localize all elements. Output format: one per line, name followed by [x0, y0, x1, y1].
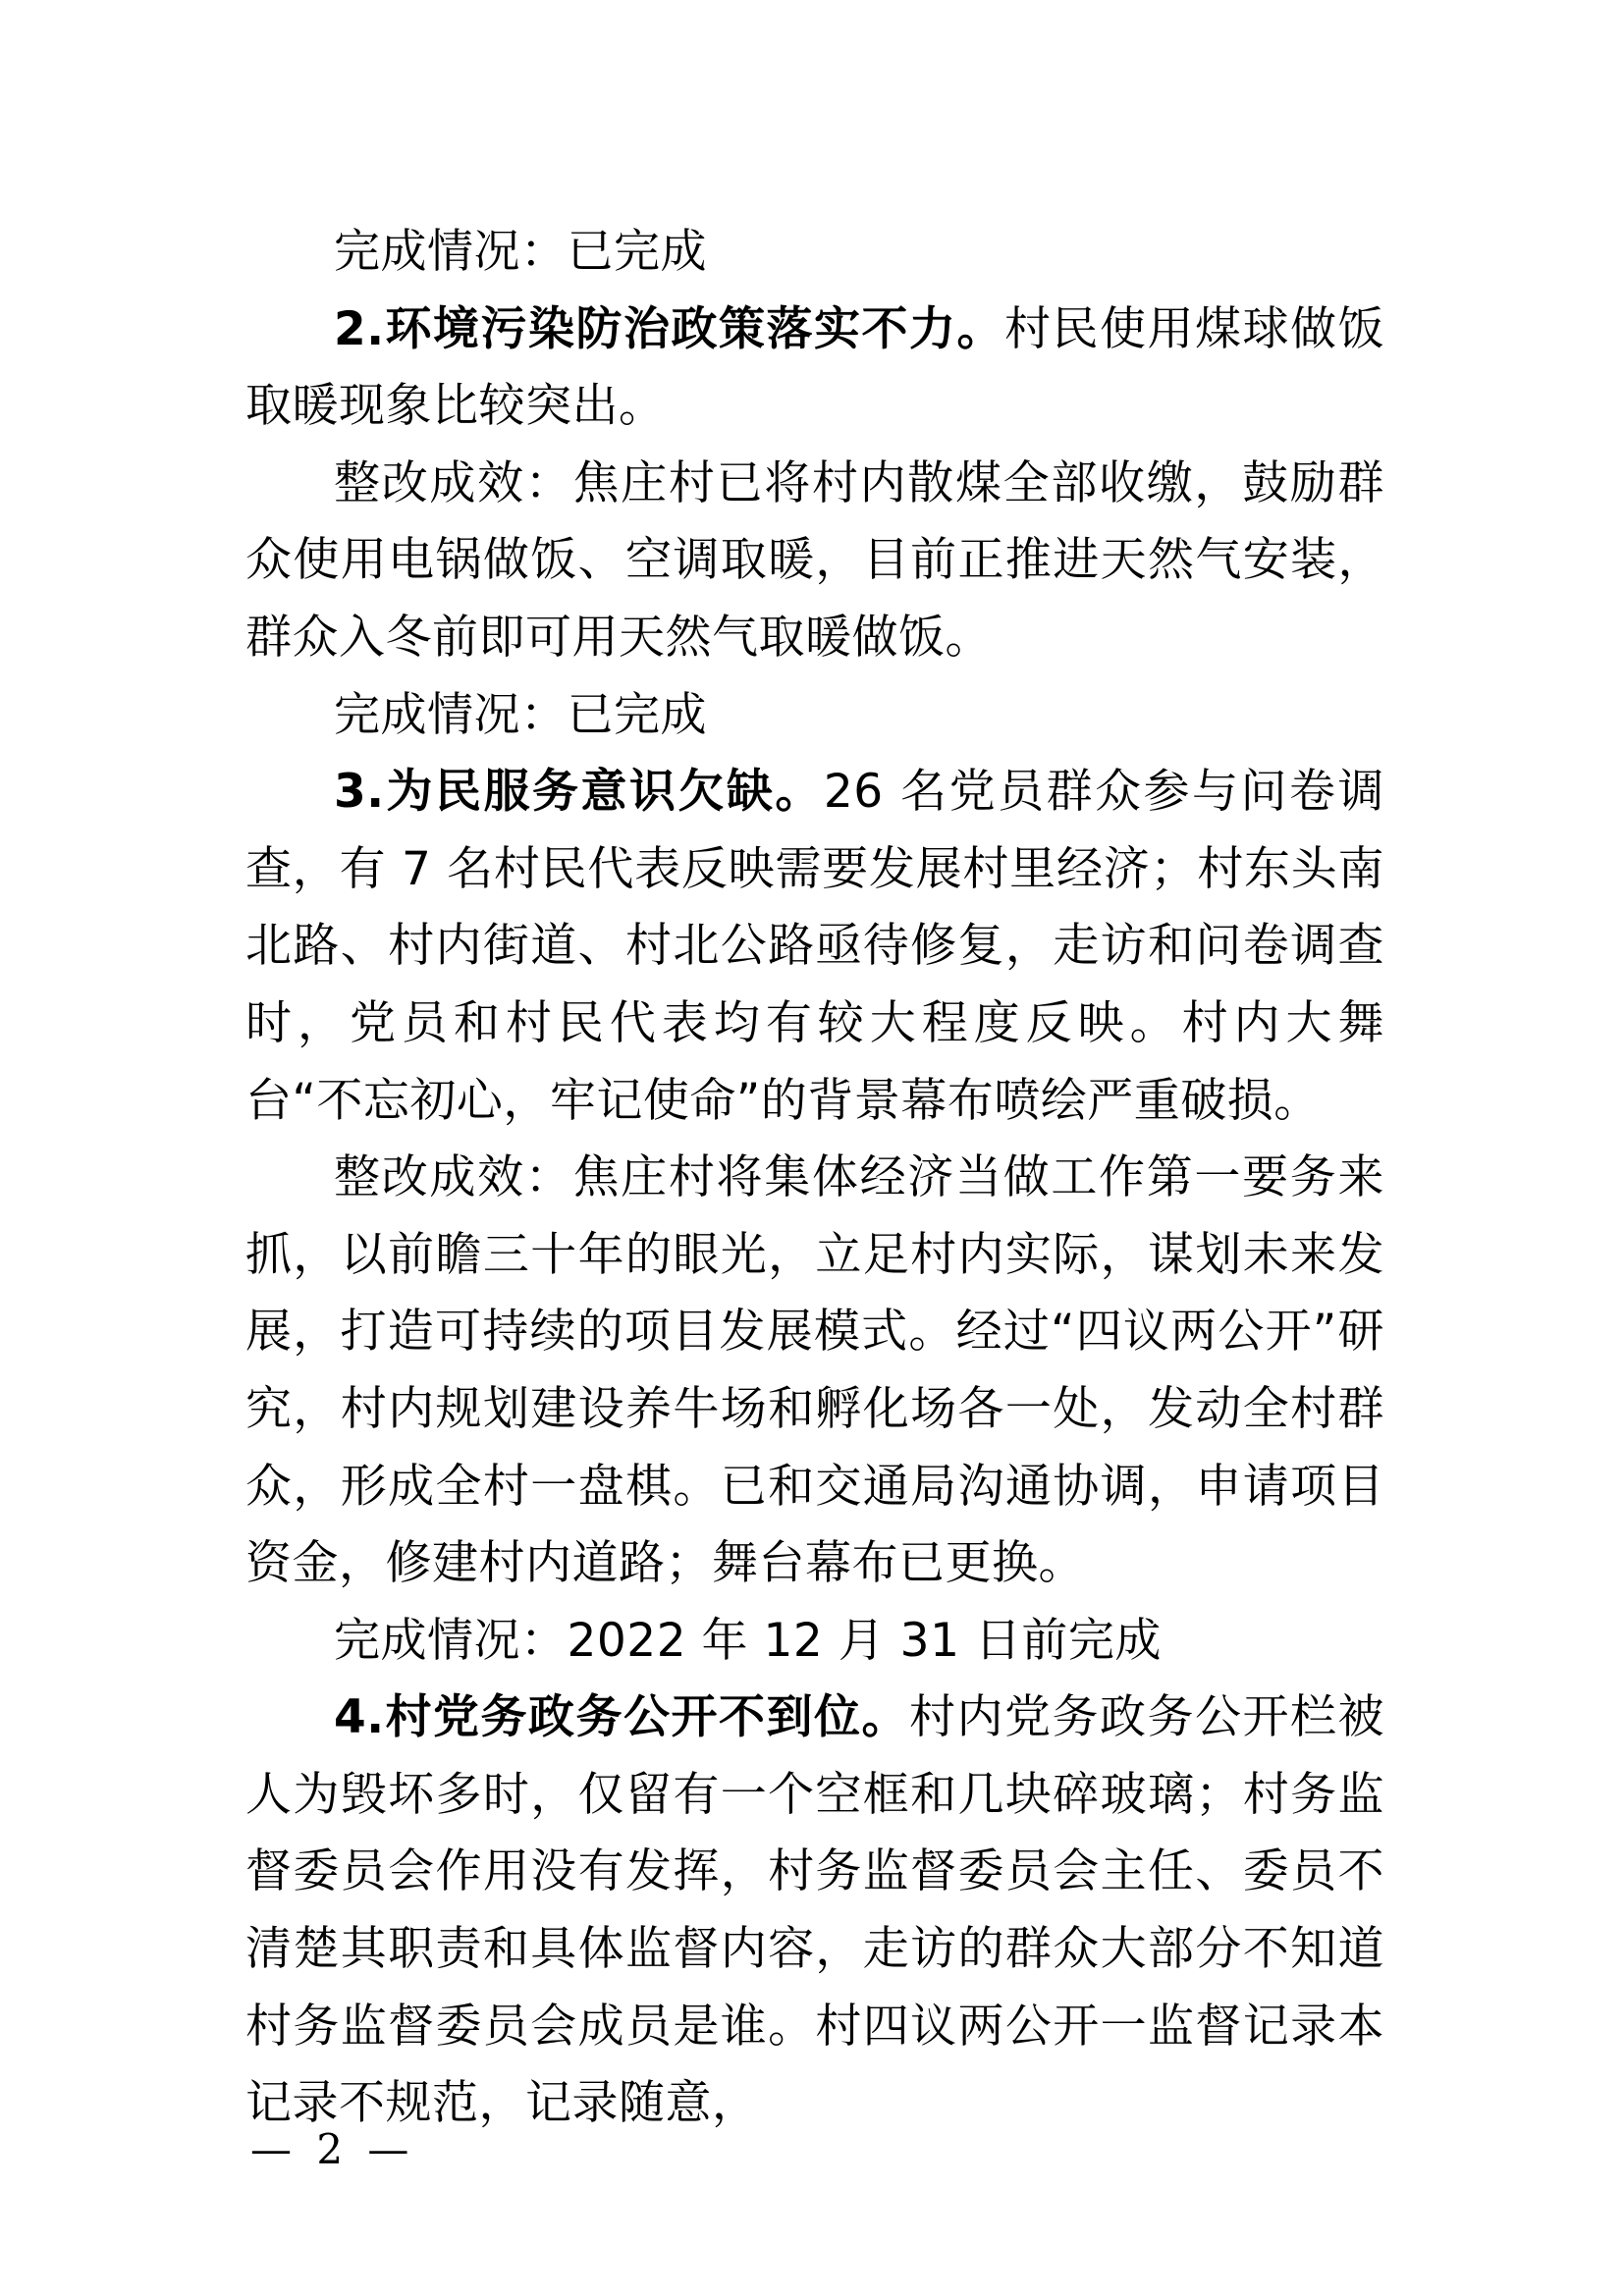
- paragraph-heading: 3.为民服务意识欠缺。: [334, 765, 824, 820]
- paragraph-heading: 4.村党务政务公开不到位。: [334, 1690, 910, 1745]
- paragraph-rectification-2: [245, 446, 1384, 677]
- paragraph-text: 村民使用煤球做饭取暖现象比较突出。: [245, 301, 1384, 434]
- paragraph-text: 整改成效：焦庄村已将村内散煤全部收缴，鼓励群众使用电锅做饭、空调取暖，目前正推进天然气安装，群众入冬前即可用天然气取暖做饭。: [245, 455, 1384, 665]
- paragraph-issue-3: [245, 754, 1384, 1140]
- page-number: — 2 —: [250, 2125, 415, 2173]
- paragraph-completion-status-2: [245, 677, 1384, 755]
- paragraph-rectification-3: [245, 1140, 1384, 1603]
- paragraph-issue-4: [245, 1680, 1384, 2143]
- paragraph-text: 完成情况：2022 年 12 月 31 日前完成: [334, 1613, 1162, 1668]
- paragraph-completion-status-1: [245, 214, 1384, 292]
- paragraph-text: 完成情况：已完成: [334, 687, 707, 742]
- paragraph-text: 26 名党员群众参与问卷调查，有 7 名村民代表反映需要发展村里经济；村东头南北路、村内街道、村北公路亟待修复，走访和问卷调查时，党员和村民代表均有较大程度反映。村内大舞台“不忘初心，牢记使命”的背景幕布喷绘严重破损。: [245, 765, 1385, 1128]
- paragraph-text: 完成情况：已完成: [334, 225, 707, 279]
- paragraph-text: 整改成效：焦庄村将集体经济当做工作第一要务来抓，以前瞻三十年的眼光，立足村内实际，谋划未来发展，打造可持续的项目发展模式。经过“四议两公开”研究，村内规划建设养牛场和孵化场各一处，发动全村群众，形成全村一盘棋。已和交通局沟通协调，申请项目资金，修建村内道路；舞台幕布已更换。: [245, 1150, 1384, 1591]
- paragraph-heading: 2.环境污染防治政策落实不力。: [334, 301, 1005, 356]
- paragraph-issue-2: [245, 292, 1384, 446]
- paragraph-text: 村内党务政务公开栏被人为毁坏多时，仅留有一个空框和几块碎玻璃；村务监督委员会作用没有发挥，村务监督委员会主任、委员不清楚其职责和具体监督内容，走访的群众大部分不知道村务监督委员会成员是谁。村四议两公开一监督记录本记录不规范，记录随意，: [245, 1690, 1385, 2131]
- document-body: [245, 214, 1384, 2143]
- paragraph-completion-status-3: [245, 1603, 1384, 1681]
